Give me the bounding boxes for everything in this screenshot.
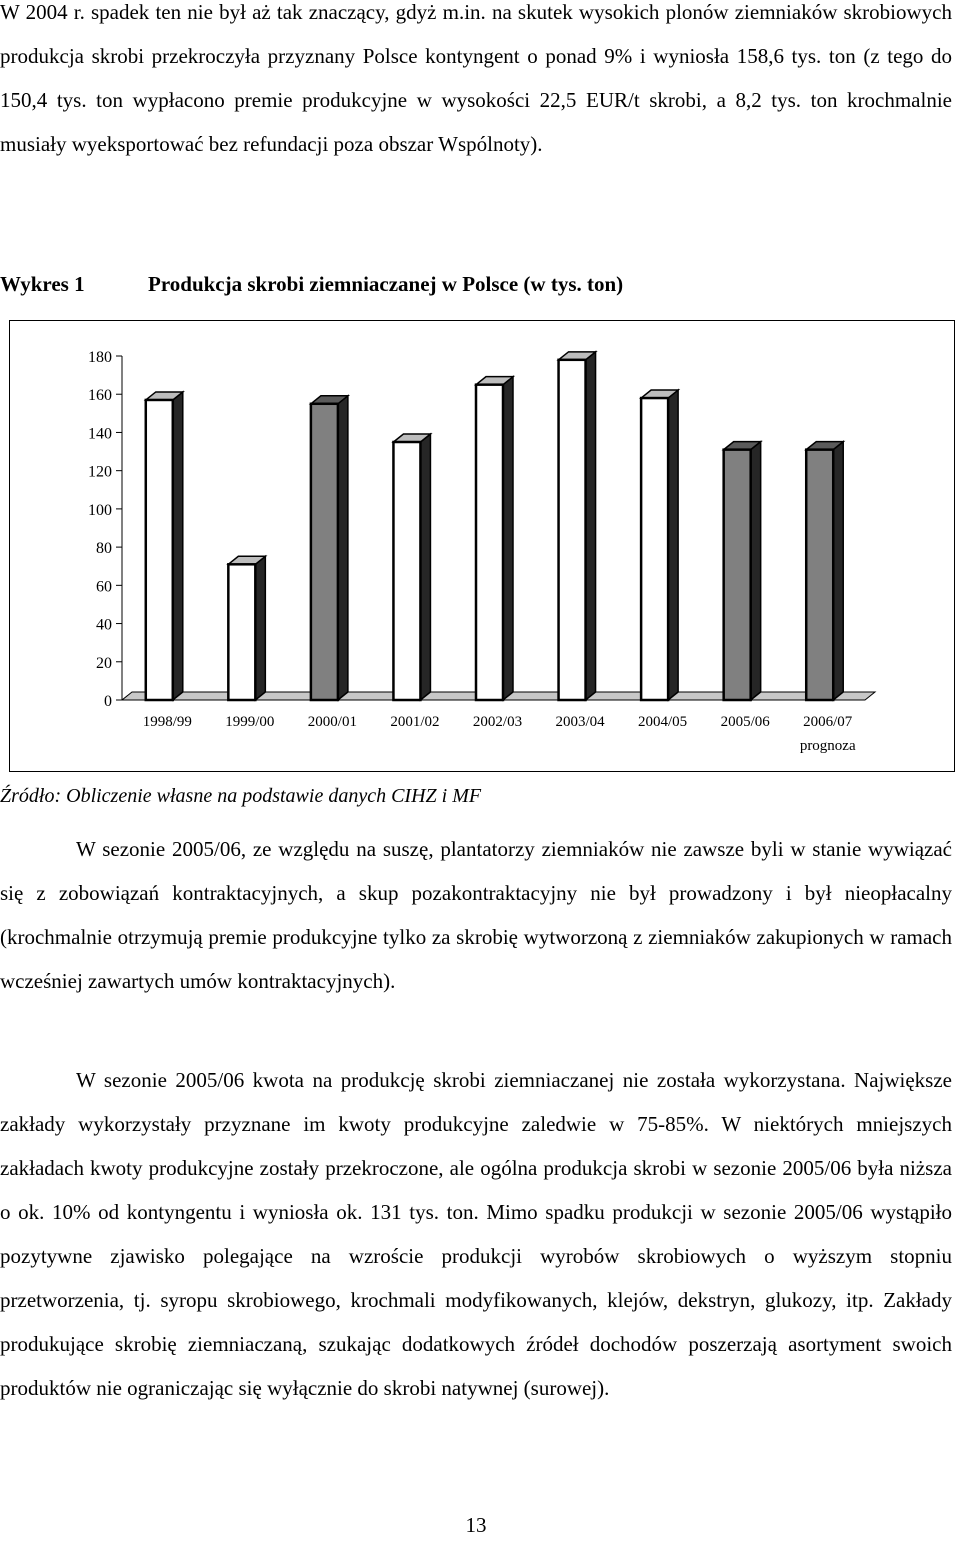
y-tick-label: 160: [88, 387, 112, 405]
y-tick-label: 60: [96, 578, 112, 596]
figure-source: Źródło: Obliczenie własne na podstawie danych CIHZ i MF: [0, 785, 482, 807]
bar: [724, 442, 761, 700]
bar: [228, 556, 265, 700]
x-tick-label: 2004/05: [638, 714, 688, 730]
paragraph-1-text: W 2004 r. spadek ten nie był aż tak znaczący, gdyż m.in. na skutek wysokich plonów ziemniaków skrobiowych produkcja skrobi przekroczyła przyznany Polsce kontyngent o ponad 9% i wyniosła 158,6 tys. ton (z tego do 150,4 tys. ton wypłacono premie produkcyjne w wysokości 22,5 EUR/t skrobi, a 8,2 tys. ton krochmalnie musiały wyeksportować bez refundacji poza obszar Wspólnoty).: [0, 0, 952, 156]
x-tick-label: 2003/04: [555, 714, 605, 730]
figure-caption: [0, 264, 952, 304]
paragraph-3-text: W sezonie 2005/06 kwota na produkcję skrobi ziemniaczanej nie została wykorzystana. Największe zakłady wykorzystały przyznane im kwoty produkcyjne zaledwie w 75-85%. W niektórych mniejszych zakładach kwoty produkcyjne zostały przekroczone, ale ogólna produkcja skrobi w sezonie 2005/06 była niższa o ok. 10% od kontyngentu i wyniosła ok. 131 tys. ton. Mimo spadku produkcji w sezonie 2005/06 wystąpiło pozytywne zjawisko polegające na wzroście produkcji wyrobów skrobiowych o wyższym stopniu przetworzenia, tj. syropu skrobiowego, krochmali modyfikowanych, klejów, dekstryn, glukozy, itp. Zakłady produkujące skrobię ziemniaczaną, szukając dodatkowych źródeł dochodów poszerzają asortyment swoich produktów nie ograniczając się wyłącznie do skrobi natywnej (surowej).: [0, 1068, 952, 1400]
x-tick-label: 1999/00: [225, 714, 275, 730]
paragraph-2: [0, 827, 952, 1003]
y-tick-label: 0: [104, 693, 112, 710]
paragraph-1: [0, 0, 952, 166]
x-tick-sublabel: prognoza: [799, 738, 856, 754]
bar: [559, 352, 596, 700]
bar-chart: [10, 321, 954, 771]
bar: [311, 396, 348, 700]
bar: [641, 390, 678, 700]
figure-label: Wykres 1: [0, 272, 85, 296]
bar: [806, 442, 843, 700]
x-tick-label: 2006/07: [803, 714, 853, 730]
x-tick-label: 1998/99: [142, 714, 192, 730]
y-tick-label: 100: [88, 501, 112, 519]
chart-frame: [9, 320, 955, 772]
paragraph-3: [0, 1058, 952, 1410]
y-tick-label: 80: [96, 540, 112, 558]
x-tick-label: 2005/06: [720, 714, 770, 730]
x-tick-label: 2002/03: [472, 714, 523, 730]
paragraph-2-text: W sezonie 2005/06, ze względu na suszę, plantatorzy ziemniaków nie zawsze byli w stanie wywiązać się z zobowiązań kontraktacyjnych, a skup pozakontraktacyjny nie był prowadzony i był nieopłacalny (krochmalnie otrzymują premie produkcyjne tylko za skrobię wytworzoną z ziemniaków zakupionych w ramach wcześniej zawartych umów kontraktacyjnych).: [0, 837, 952, 993]
y-tick-label: 180: [88, 349, 112, 366]
bar: [146, 392, 183, 700]
x-tick-label: 2001/02: [390, 714, 440, 730]
y-tick-label: 20: [96, 654, 112, 672]
figure-title: Produkcja skrobi ziemniaczanej w Polsce (w tys. ton): [148, 272, 624, 296]
y-tick-label: 40: [96, 616, 112, 634]
x-tick-label: 2000/01: [307, 714, 357, 730]
y-tick-label: 120: [88, 463, 112, 481]
page-number: 13: [465, 1513, 487, 1537]
bar: [476, 377, 513, 700]
y-tick-label: 140: [88, 425, 112, 443]
bar: [393, 434, 430, 700]
